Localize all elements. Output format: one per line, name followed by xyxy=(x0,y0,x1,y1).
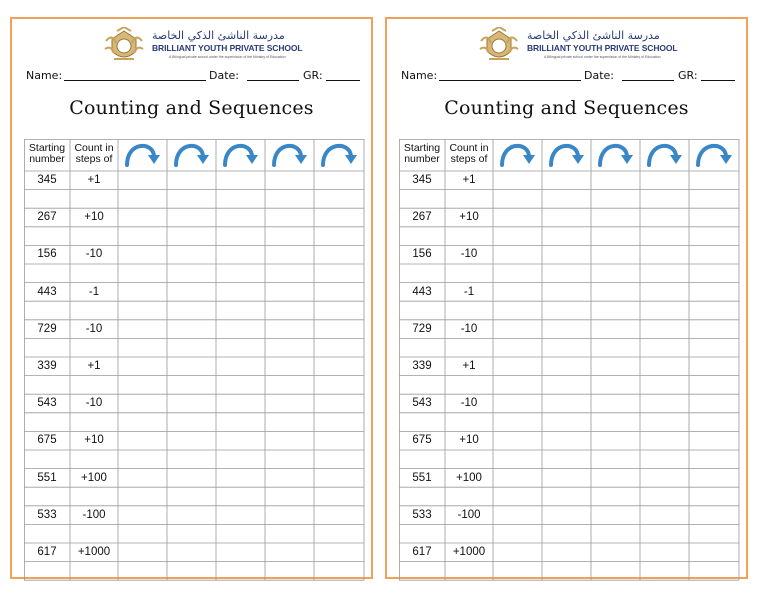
answer-cell[interactable] xyxy=(542,208,591,227)
answer-cell[interactable] xyxy=(493,506,542,525)
name-line[interactable] xyxy=(439,80,581,81)
answer-cell[interactable] xyxy=(689,320,739,339)
starting-number-cell: 617 xyxy=(37,546,57,558)
answer-cell[interactable] xyxy=(216,208,265,227)
answer-cell[interactable] xyxy=(265,171,314,190)
curved-arrow-icon xyxy=(225,146,258,165)
curved-arrow-icon xyxy=(323,146,357,165)
starting-number-cell: 675 xyxy=(37,434,57,447)
starting-number-cell: 339 xyxy=(37,360,57,372)
name-label: Name: xyxy=(401,69,438,82)
starting-number-cell: 267 xyxy=(412,211,432,224)
answer-cell[interactable] xyxy=(167,506,216,525)
school-name-english: BRILLIANT YOUTH PRIVATE SCHOOL xyxy=(152,43,303,53)
curved-arrow-icon xyxy=(176,146,209,165)
answer-cell[interactable] xyxy=(493,208,542,227)
answer-cell[interactable] xyxy=(640,245,689,264)
answer-cell[interactable] xyxy=(167,543,216,562)
answer-cell[interactable] xyxy=(542,506,591,525)
answer-cell[interactable] xyxy=(314,171,364,190)
grade-label: GR: xyxy=(303,69,323,82)
answer-cell[interactable] xyxy=(216,543,265,562)
answer-cell[interactable] xyxy=(118,431,167,450)
starting-number-cell: 267 xyxy=(37,211,57,224)
step-cell: -10 xyxy=(85,322,103,335)
starting-number-cell: 345 xyxy=(37,174,57,186)
starting-number-cell: 533 xyxy=(412,508,432,521)
answer-cell[interactable] xyxy=(167,394,216,413)
answer-cell[interactable] xyxy=(167,469,216,488)
starting-number-cell: 543 xyxy=(412,397,432,410)
answer-cell[interactable] xyxy=(167,320,216,339)
step-cell: +1 xyxy=(87,174,101,186)
header-starting-number xyxy=(24,143,70,165)
curved-arrow-icon xyxy=(600,146,633,165)
answer-cell[interactable] xyxy=(640,469,689,488)
answer-cell[interactable] xyxy=(314,394,364,413)
school-subtitle: A Bilingual private school under the supervision of the Ministry of Education xyxy=(544,55,661,59)
answer-cell[interactable] xyxy=(167,171,216,190)
starting-number-cell: 729 xyxy=(37,322,57,335)
sequence-table xyxy=(399,139,739,573)
curved-arrow-icon xyxy=(127,146,160,165)
answer-cell[interactable] xyxy=(167,283,216,302)
answer-cell[interactable] xyxy=(689,171,739,190)
answer-cell[interactable] xyxy=(314,357,364,376)
grade-line[interactable] xyxy=(701,80,735,81)
header-starting-number-line: number xyxy=(29,153,65,165)
school-subtitle: A Bilingual private school under the supervision of the Ministry of Education xyxy=(169,55,286,59)
answer-cell[interactable] xyxy=(314,245,364,264)
curved-arrow-icon xyxy=(649,146,682,165)
step-cell: -10 xyxy=(460,248,478,261)
starting-number-cell: 551 xyxy=(37,471,57,484)
answer-cell[interactable] xyxy=(118,208,167,227)
answer-cell[interactable] xyxy=(265,357,314,376)
step-cell: +1000 xyxy=(452,546,486,558)
date-line[interactable] xyxy=(247,80,299,81)
answer-cell[interactable] xyxy=(265,283,314,302)
starting-number-cell: 156 xyxy=(37,248,57,261)
step-cell: +10 xyxy=(84,211,104,224)
answer-cell[interactable] xyxy=(216,506,265,525)
step-cell: +1 xyxy=(87,360,101,372)
starting-number-cell: 543 xyxy=(37,397,57,410)
answer-cell[interactable] xyxy=(542,394,591,413)
answer-cell[interactable] xyxy=(118,394,167,413)
answer-cell[interactable] xyxy=(591,208,640,227)
grade-line[interactable] xyxy=(326,80,360,81)
answer-cell[interactable] xyxy=(216,283,265,302)
step-cell: +100 xyxy=(81,471,107,484)
answer-cell[interactable] xyxy=(493,245,542,264)
header-count-steps-line: Count in xyxy=(449,142,489,154)
answer-cell[interactable] xyxy=(167,208,216,227)
starting-number-cell: 675 xyxy=(412,434,432,447)
answer-cell[interactable] xyxy=(216,469,265,488)
sequence-table xyxy=(24,139,364,573)
step-cell: +10 xyxy=(459,434,479,447)
starting-number-cell: 443 xyxy=(412,285,432,298)
answer-cell[interactable] xyxy=(591,394,640,413)
starting-number-cell: 345 xyxy=(412,174,432,186)
header-starting-number-line: Starting xyxy=(403,142,441,154)
answer-cell[interactable] xyxy=(118,543,167,562)
answer-cell[interactable] xyxy=(640,394,689,413)
answer-cell[interactable] xyxy=(640,357,689,376)
answer-cell[interactable] xyxy=(118,469,167,488)
header-count-steps xyxy=(70,143,118,165)
starting-number-cell: 156 xyxy=(412,248,432,261)
answer-cell[interactable] xyxy=(216,431,265,450)
answer-cell[interactable] xyxy=(542,245,591,264)
step-cell: +10 xyxy=(84,434,104,447)
header-count-steps-line: Count in xyxy=(74,142,114,154)
curved-arrow-icon xyxy=(551,146,584,165)
curved-arrow-icon xyxy=(274,146,307,165)
step-cell: -10 xyxy=(460,397,478,410)
answer-cell[interactable] xyxy=(689,283,739,302)
grade-label: GR: xyxy=(678,69,698,82)
answer-cell[interactable] xyxy=(314,431,364,450)
starting-number-cell: 617 xyxy=(412,546,432,558)
answer-cell[interactable] xyxy=(591,543,640,562)
answer-cell[interactable] xyxy=(640,208,689,227)
answer-cell[interactable] xyxy=(640,320,689,339)
answer-cell[interactable] xyxy=(542,283,591,302)
answer-cell[interactable] xyxy=(314,208,364,227)
answer-cell[interactable] xyxy=(118,245,167,264)
answer-cell[interactable] xyxy=(314,543,364,562)
answer-cell[interactable] xyxy=(314,506,364,525)
school-crest-icon xyxy=(477,27,521,65)
answer-cell[interactable] xyxy=(265,506,314,525)
answer-cell[interactable] xyxy=(542,171,591,190)
date-label: Date: xyxy=(584,69,614,82)
name-label: Name: xyxy=(26,69,63,82)
answer-cell[interactable] xyxy=(542,543,591,562)
answer-cell[interactable] xyxy=(640,543,689,562)
answer-cell[interactable] xyxy=(167,357,216,376)
page-title: Counting and Sequences xyxy=(444,97,689,119)
answer-cell[interactable] xyxy=(493,394,542,413)
answer-cell[interactable] xyxy=(118,506,167,525)
school-crest-icon xyxy=(102,27,146,65)
answer-cell[interactable] xyxy=(542,357,591,376)
starting-number-cell: 533 xyxy=(37,508,57,521)
date-line[interactable] xyxy=(622,80,674,81)
answer-cell[interactable] xyxy=(216,245,265,264)
answer-cell[interactable] xyxy=(591,506,640,525)
step-cell: -1 xyxy=(463,285,475,298)
answer-cell[interactable] xyxy=(314,283,364,302)
answer-cell[interactable] xyxy=(689,543,739,562)
answer-cell[interactable] xyxy=(591,171,640,190)
answer-cell[interactable] xyxy=(689,506,739,525)
student-fields xyxy=(26,69,362,83)
answer-cell[interactable] xyxy=(118,171,167,190)
answer-cell[interactable] xyxy=(542,320,591,339)
answer-cell[interactable] xyxy=(118,357,167,376)
answer-cell[interactable] xyxy=(591,283,640,302)
answer-cell[interactable] xyxy=(493,320,542,339)
starting-number-cell: 339 xyxy=(412,360,432,372)
header-starting-number-line: Starting xyxy=(28,142,66,154)
name-line[interactable] xyxy=(64,80,206,81)
starting-number-cell: 729 xyxy=(412,322,432,335)
step-cell: -1 xyxy=(88,285,100,298)
starting-number-cell: 443 xyxy=(37,285,57,298)
curved-arrow-icon xyxy=(502,146,535,165)
answer-cell[interactable] xyxy=(216,171,265,190)
answer-cell[interactable] xyxy=(542,469,591,488)
answer-cell[interactable] xyxy=(689,431,739,450)
answer-cell[interactable] xyxy=(167,431,216,450)
answer-cell[interactable] xyxy=(493,283,542,302)
step-cell: -100 xyxy=(82,508,106,521)
answer-cell[interactable] xyxy=(118,320,167,339)
step-cell: -10 xyxy=(85,397,103,410)
answer-cell[interactable] xyxy=(689,245,739,264)
step-cell: -10 xyxy=(85,248,103,261)
date-label: Date: xyxy=(209,69,239,82)
answer-cell[interactable] xyxy=(493,171,542,190)
school-name-arabic: مدرسة الناشئ الذكي الخاصة xyxy=(527,29,660,42)
answer-cell[interactable] xyxy=(542,431,591,450)
student-fields xyxy=(401,69,737,83)
answer-cell[interactable] xyxy=(216,320,265,339)
answer-cell[interactable] xyxy=(493,469,542,488)
curved-arrow-icon xyxy=(698,146,732,165)
answer-cell[interactable] xyxy=(689,357,739,376)
answer-cell[interactable] xyxy=(493,357,542,376)
starting-number-cell: 551 xyxy=(412,471,432,484)
answer-cell[interactable] xyxy=(265,543,314,562)
answer-cell[interactable] xyxy=(640,283,689,302)
answer-cell[interactable] xyxy=(493,431,542,450)
answer-cell[interactable] xyxy=(265,208,314,227)
step-cell: +1 xyxy=(462,174,476,186)
worksheet-right xyxy=(385,17,748,579)
step-cell: +100 xyxy=(456,471,482,484)
answer-cell[interactable] xyxy=(591,320,640,339)
answer-cell[interactable] xyxy=(118,283,167,302)
answer-cell[interactable] xyxy=(493,543,542,562)
school-name-english: BRILLIANT YOUTH PRIVATE SCHOOL xyxy=(527,43,678,53)
answer-cell[interactable] xyxy=(640,171,689,190)
answer-cell[interactable] xyxy=(265,320,314,339)
answer-cell[interactable] xyxy=(640,506,689,525)
answer-cell[interactable] xyxy=(265,245,314,264)
answer-cell[interactable] xyxy=(591,431,640,450)
step-cell: +10 xyxy=(459,211,479,224)
header-starting-number-line: number xyxy=(404,153,440,165)
answer-cell[interactable] xyxy=(314,469,364,488)
school-name-arabic: مدرسة الناشئ الذكي الخاصة xyxy=(152,29,285,42)
answer-cell[interactable] xyxy=(689,394,739,413)
answer-cell[interactable] xyxy=(689,208,739,227)
answer-cell[interactable] xyxy=(640,431,689,450)
step-cell: +1 xyxy=(462,360,476,372)
answer-cell[interactable] xyxy=(265,431,314,450)
answer-cell[interactable] xyxy=(689,469,739,488)
answer-cell[interactable] xyxy=(591,469,640,488)
step-cell: -100 xyxy=(457,508,481,521)
header-starting-number xyxy=(399,143,445,165)
answer-cell[interactable] xyxy=(216,394,265,413)
answer-cell[interactable] xyxy=(167,245,216,264)
answer-cell[interactable] xyxy=(314,320,364,339)
answer-cell[interactable] xyxy=(265,469,314,488)
header-count-steps-line: steps of xyxy=(450,153,488,165)
header-count-steps-line: steps of xyxy=(75,153,113,165)
answer-cell[interactable] xyxy=(591,245,640,264)
step-cell: +1000 xyxy=(77,546,111,558)
header-count-steps xyxy=(445,143,493,165)
step-cell: -10 xyxy=(460,322,478,335)
answer-cell[interactable] xyxy=(265,394,314,413)
page-title: Counting and Sequences xyxy=(69,97,314,119)
answer-cell[interactable] xyxy=(591,357,640,376)
worksheet-left xyxy=(10,17,373,579)
answer-cell[interactable] xyxy=(216,357,265,376)
